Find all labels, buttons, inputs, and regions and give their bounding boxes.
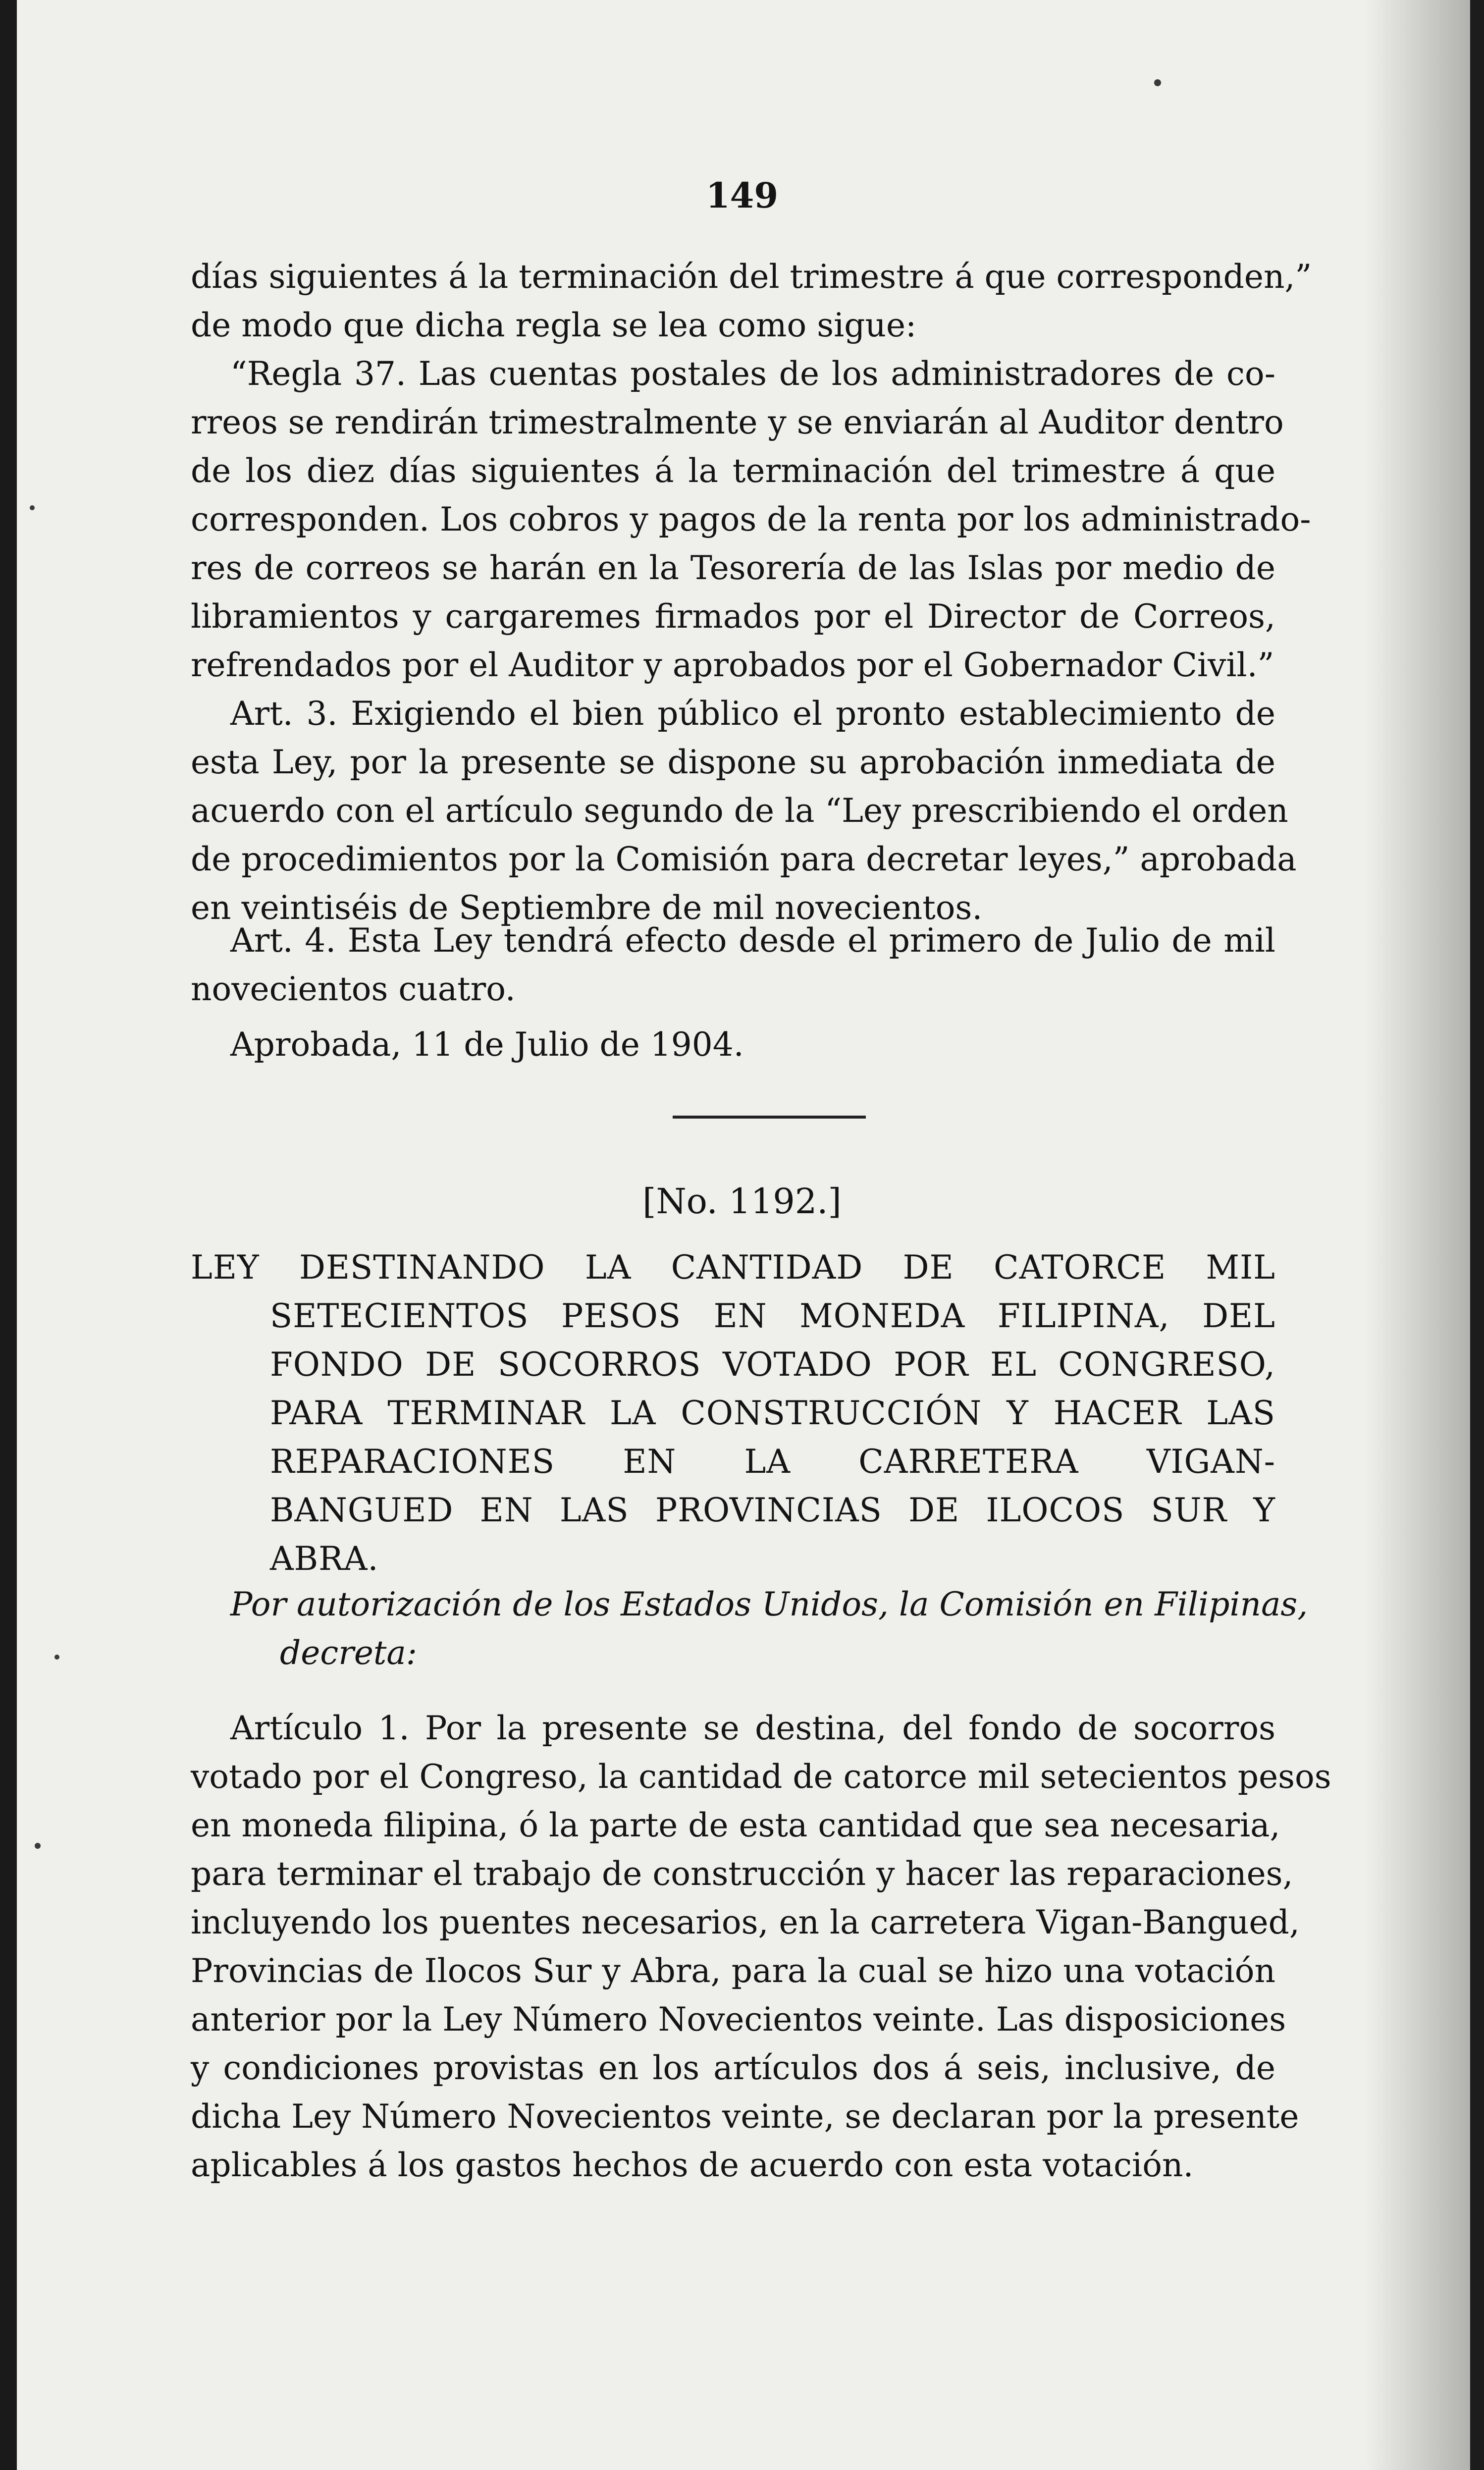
text-line: de procedimientos por la Comisión para decretar leyes,” aprobada [191,840,1297,878]
text-line: esta Ley, por la presente se dispone su aprobación inmediata de [191,743,1275,781]
page-right-edge [1470,0,1484,2470]
text-line: corresponden. Los cobros y pagos de la renta por los administrado- [191,500,1311,538]
approval-date [191,1020,1275,1069]
text-line: aplicables á los gastos hechos de acuerdo con esta votación. [191,2146,1194,2184]
title-line: REPARACIONES EN LA CARRETERA VIGAN- [270,1443,1275,1481]
text-line: incluyendo los puentes necesarios, en la carretera Vigan-Bangued, [191,1903,1300,1941]
text-line: y condiciones provistas en los artículos dos á seis, inclusive, de [191,2049,1275,2087]
text-line: res de correos se harán en la Tesorería de las Islas por medio de [191,549,1275,587]
page-edge-shading [1365,0,1484,2470]
article-1-paragraph [191,1704,1331,2190]
title-line: BANGUED EN LAS PROVINCIAS DE ILOCOS SUR Y [270,1491,1275,1529]
scan-speck [30,505,35,510]
text-line: dicha Ley Número Novecientos veinte, se declaran por la presente [191,2097,1299,2136]
title-line: FONDO DE SOCORROS VOTADO POR EL CONGRESO, [270,1345,1275,1384]
text-line: Art. 3. Exigiendo el bien público el pronto establecimiento de [230,695,1275,733]
text-line: Por autorización de los Estados Unidos, la Comisión en Filipinas, [230,1585,1308,1623]
text-line: Provincias de Ilocos Sur y Abra, para la cual se hizo una votación [191,1952,1275,1990]
text-line: acuerdo con el artículo segundo de la “Ley prescribiendo el orden [191,792,1288,830]
text-line: en veintiséis de Septiembre de mil novecientos. [191,889,983,927]
text-line: Aprobada, 11 de Julio de 1904. [230,1025,744,1064]
section-divider [673,1116,866,1119]
text-line: novecientos cuatro. [191,970,516,1008]
article-4-paragraph [191,916,1275,1014]
scan-speck [54,1655,59,1660]
text-line: anterior por la Ley Número Novecientos veinte. Las disposiciones [191,2000,1286,2039]
text-line: refrendados por el Auditor y aprobados por el Gobernador Civil.” [191,646,1274,684]
title-line: LEY DESTINANDO LA CANTIDAD DE CATORCE MIL [191,1248,1275,1287]
title-line: ABRA. [270,1540,379,1578]
law-number: [No. 1192.] [642,1181,842,1222]
scan-speck [35,1843,41,1849]
text-line: de los diez días siguientes á la terminación del trimestre á que [191,452,1275,490]
scan-speck [1154,79,1161,86]
text-line: rreos se rendirán trimestralmente y se enviarán al Auditor dentro [191,403,1284,441]
text-line: de modo que dicha regla se lea como sigue: [191,306,917,344]
text-line: en moneda filipina, ó la parte de esta cantidad que sea necesaria, [191,1806,1280,1844]
page-number: 149 [705,175,779,216]
decree-line [230,1580,1308,1677]
text-line: para terminar el trabajo de construcción y hacer las reparaciones, [191,1855,1293,1893]
text-line: votado por el Congreso, la cantidad de catorce mil setecientos pesos [191,1758,1331,1796]
title-line: PARA TERMINAR LA CONSTRUCCIÓN Y HACER LAS [270,1394,1275,1432]
text-line: libramientos y cargaremes firmados por el Director de Correos, [191,597,1275,636]
regla-paragraph [191,253,1312,932]
text-line: Artículo 1. Por la presente se destina, del fondo de socorros [230,1709,1275,1747]
text-line: decreta: [280,1634,417,1672]
title-line: SETECIENTOS PESOS EN MONEDA FILIPINA, DEL [270,1297,1275,1335]
text-line: “Regla 37. Las cuentas postales de los administradores de co- [230,355,1275,393]
law-title [191,1243,1275,1583]
book-spine-shadow [0,0,17,2470]
text-line: Art. 4. Esta Ley tendrá efecto desde el primero de Julio de mil [230,921,1275,960]
text-line: días siguientes á la terminación del trimestre á que corresponden,” [191,258,1312,296]
